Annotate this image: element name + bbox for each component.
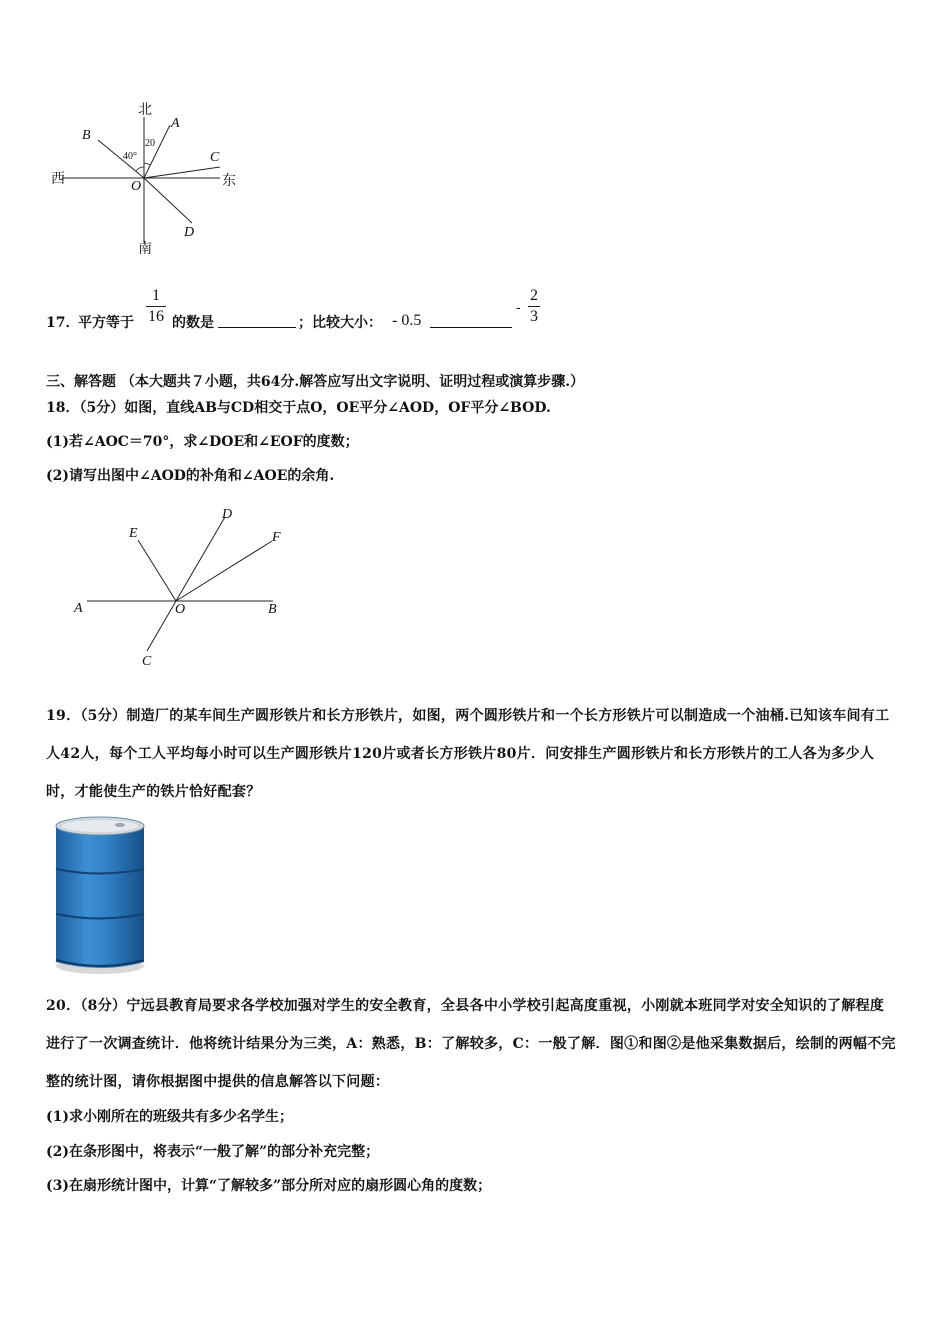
fig18-label-b: B xyxy=(268,602,277,617)
south-label: 南 xyxy=(138,241,152,257)
fig18-label-f: F xyxy=(272,530,281,545)
north-label: 北 xyxy=(138,102,152,118)
q17-answer-blank-2[interactable] xyxy=(430,313,512,328)
q17-frac-denominator: 16 xyxy=(148,308,164,325)
oil-drum-image xyxy=(50,814,150,976)
point-b-label: B xyxy=(82,128,91,143)
fig18-label-o: O xyxy=(175,602,186,617)
q17-text2: 的数是 xyxy=(172,315,214,331)
q20-text: 20．（8分）宁远县教育局要求各学校加强对学生的安全教育，全县各中小学校引起高度重视，小刚就本班同学对安全知识的了解程度进行了一次调查统计．他将统计结果分为三类，A：熟悉，B：了解较多，C：一般了解．图①和图②是他采集数据后，绘制的两幅不完整的统计图，请你根据图中提供的信息解答以下问题： xyxy=(46,998,896,1090)
q17-frac2-denominator: 3 xyxy=(530,308,538,325)
q17-fraction-2 xyxy=(528,286,540,327)
point-o-label: O xyxy=(131,179,142,194)
section-3-title: 三、解答题 （本大题共７小题，共64分.解答应写出文字说明、证明过程或演算步骤.） xyxy=(46,374,585,390)
fig18-label-d: D xyxy=(222,507,233,522)
east-label: 东 xyxy=(222,173,236,189)
west-label: 西 xyxy=(51,171,65,187)
q17-text3: ；比较大小： xyxy=(298,315,382,331)
q20-line-2: (2)在条形图中，将表示“一般了解”的部分补充完整； xyxy=(46,1144,380,1160)
q20-line-3: (3)在扇形统计图中，计算“了解较多”部分所对应的扇形圆心角的度数； xyxy=(46,1178,492,1194)
point-c-label: C xyxy=(210,150,220,165)
q17-frac-numerator: 1 xyxy=(146,286,166,307)
q17-neg-sign: - xyxy=(516,300,521,316)
q17-fraction xyxy=(146,286,166,327)
q17-number: 17． xyxy=(46,315,80,331)
intersecting-lines-diagram xyxy=(70,505,300,675)
fig18-label-e: E xyxy=(129,526,138,541)
q17-text1: 平方等于 xyxy=(78,315,134,331)
point-d-label: D xyxy=(184,225,195,240)
q19-text: 19．（5分）制造厂的某车间生产圆形铁片和长方形铁片，如图，两个圆形铁片和一个长方形铁片可以制造成一个油桶.已知该车间有工人42人，每个工人平均每小时可以生产圆形铁片120片或者长方形铁片80片．问安排生产圆形铁片和长方形铁片的工人各为多少人时，才能使生产的铁片恰好配套？ xyxy=(46,708,890,800)
q17-answer-blank-1[interactable] xyxy=(218,313,296,328)
q20-line-1: (1)求小刚所在的班级共有多少名学生； xyxy=(46,1109,293,1125)
fig18-label-a: A xyxy=(74,601,83,616)
angle-40-label: 40° xyxy=(123,151,137,162)
q17-frac2-numerator: 2 xyxy=(528,286,540,307)
q17-value: - 0.5 xyxy=(392,312,422,329)
fig18-label-c: C xyxy=(142,654,152,669)
q18-line-3: (2)请写出图中∠AOD的补角和∠AOE的余角. xyxy=(46,468,335,484)
q18-line-2: (1)若∠AOC＝70°，求∠DOE和∠EOF的度数； xyxy=(46,434,359,450)
compass-diagram xyxy=(40,95,250,260)
angle-20-label: 20 xyxy=(145,138,155,149)
q18-line-1: 18．（5分）如图，直线AB与CD相交于点O，OE平分∠AOD，OF平分∠BOD. xyxy=(46,400,551,416)
point-a-label: A xyxy=(171,116,180,131)
